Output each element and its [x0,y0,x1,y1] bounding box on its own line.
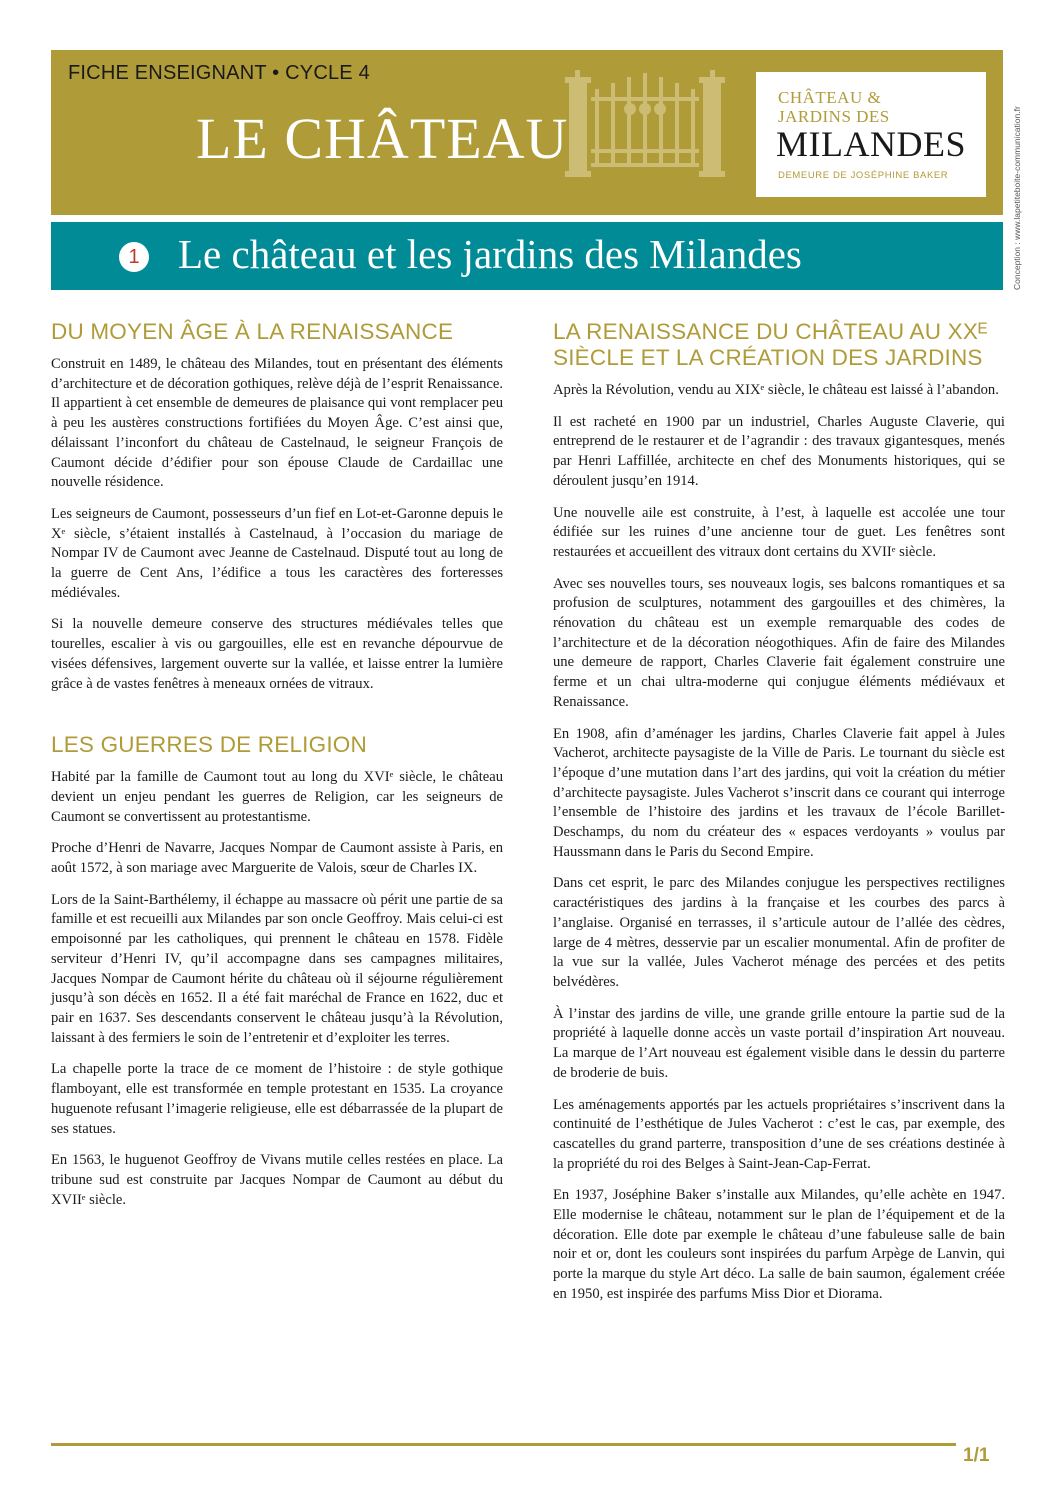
page-number: 1/1 [963,1445,990,1466]
milandes-logo [756,72,986,197]
paragraph: Proche d’Henri de Navarre, Jacques Nompar de Caumont assiste à Paris, en août 1572, à son mariage avec Marguerite de Valois, sœur de Charles IX. [51,840,503,877]
paragraph: Habité par la famille de Caumont tout au long du XVIᵉ siècle, le château devient un enjeu pendant les guerres de Religion, car les seigneurs de Caumont se convertissent au protestantisme. [51,769,503,825]
right-column [553,315,1005,1317]
paragraph: La chapelle porte la trace de ce moment de l’histoire : de style gothique flamboyant, elle est transformée en temple protestant en 1535. La croyance huguenote refusant l’imagerie religieuse, elle est débarrassée de la plupart de ses statues. [51,1061,503,1137]
paragraph: Après la Révolution, vendu au XIXᵉ siècle, le château est laissé à l’abandon. [553,382,999,398]
document-title: LE CHÂTEAU [196,106,569,171]
logo-line-3: MILANDES [776,124,966,164]
header-banner [51,50,1003,215]
footer-divider [51,1443,956,1446]
gate-icon [565,67,725,187]
paragraph: À l’instar des jardins de ville, une grande grille entoure la partie sud de la propriété à laquelle donne accès un vaste portail d’inspiration Art nouveau. La marque de l’Art nouveau est également visible dans le dessin du parterre de broderie de buis. [553,1005,1005,1081]
paragraph: Les seigneurs de Caumont, possesseurs d’un fief en Lot-et-Garonne depuis le Xᵉ siècle, s’étaient installés à Castelnaud, à l’occasion du mariage de Nompar IV de Caumont avec Jeanne de Castelnaud. Disputé tout au long de la guerre de Cent Ans, l’édifice a tous les caractères des forteresses médiévales. [51,505,503,601]
paragraph: Avec ses nouvelles tours, ses nouveaux logis, ses balcons romantiques et sa profusion de sculptures, notamment des gargouilles et des chimères, la rénovation du château est un exemple remarquable des codes de l’architecture et de la décoration néogothiques. Afin de faire des Milandes une demeure de rapport, Charles Claverie fait également construire une ferme et un chai ultra-moderne qui conjugue éléments médiévaux et Renaissance. [553,575,1005,710]
paragraph: Lors de la Saint-Barthélemy, il échappe au massacre où périt une partie de sa famille et est recueilli aux Milandes par son oncle Geoffroy. Mais celui-ci est empoisonné par les catholiques, qui prennent le château en 1578. Fidèle serviteur d’Henri IV, qu’il accompagne dans ses campagnes militaires, Jacques Nompar de Caumont hérite du château où il séjourne régulièrement jusqu’à son décès en 1652. Il a été fait maréchal de France en 1622, duc et pair en 1637. Ses descendants conservent le château jusqu’à la Révolution, laissant à des fermiers le soin de l’entretenir et d’exploiter les terres. [51,891,503,1046]
section-banner [51,222,1003,290]
section-number-badge: 1 [119,242,149,272]
paragraph: Il est racheté en 1900 par un industriel, Charles Auguste Claverie, qui entreprend de le restaurer et de l’agrandir : des travaux gigantesques, menés par Henri Laffillée, architecte en chef des Monuments historiques, qui se déroulent jusqu’en 1914. [553,413,1005,489]
section-title: Le château et les jardins des Milandes [178,231,802,277]
heading-moyen-age: DU MOYEN ÂGE À LA RENAISSANCE [51,319,454,344]
design-credit: Conception : www.lapetiteboite-communication.fr [1012,106,1022,290]
logo-line-2: JARDINS DES [778,107,890,126]
document-kicker: FICHE ENSEIGNANT • CYCLE 4 [68,62,370,84]
logo-line-4: DEMEURE DE JOSÉPHINE BAKER [778,170,949,181]
paragraph: En 1563, le huguenot Geoffroy de Vivans mutile celles restées en place. La tribune sud est construite par Jacques Nompar de Caumont au début du XVIIᵉ siècle. [51,1152,503,1208]
paragraph: Dans cet esprit, le parc des Milandes conjugue les perspectives rectilignes caractéristiques des jardins à la française et les courbes des parcs à l’anglaise. Organisé en terrasses, il s’articule autour de l’allée des cèdres, large de 4 mètres, desservie par un escalier monumental. Afin de profiter de la vue sur la vallée, Jules Vacherot ménage des percées et des petits belvédères. [553,875,1005,990]
paragraph: En 1937, Joséphine Baker s’installe aux Milandes, qu’elle achète en 1947. Elle modernise le château, notamment sur le plan de l’équipement et de la décoration. Elle dote par exemple le château d’une fabuleuse salle de bain noir et or, dont les couleurs sont inspirées du parfum Arpège de Lanvin, qui porte la marque du style Art déco. La salle de bain saumon, également créée en 1950, est inspirée des parfums Miss Dior et Diorama. [553,1187,1005,1302]
paragraph: Construit en 1489, le château des Milandes, tout en présentant des éléments d’architecture et de décoration gothiques, relève déjà de l’esprit Renaissance. Il appartient à cet ensemble de demeures de plaisance qui vont remplacer peu à peu les austères constructions fortifiées du Moyen Âge. C’est ainsi que, délaissant l’inconfort du château de Castelnaud, le seigneur François de Caumont décide d’édifier pour son épouse Claude de Cardaillac une nouvelle résidence. [51,356,503,491]
heading-renaissance-xxe: LA RENAISSANCE DU CHÂTEAU AU XXᴱ SIÈCLE ET LA CRÉATION DES JARDINS [553,319,988,370]
heading-guerres-religion: LES GUERRES DE RELIGION [51,732,367,758]
paragraph: Les aménagements apportés par les actuels propriétaires s’inscrivent dans la continuité de l’esthétique de Jules Vacherot : c’est le cas, par exemple, des cascatelles du grand parterre, transposition d’une de ses créations destinée à la propriété du roi des Belges à Saint-Jean-Cap-Ferrat. [553,1096,1005,1172]
paragraph: Une nouvelle aile est construite, à l’est, à laquelle est accolée une tour édifiée sur les ruines d’une ancienne tour de guet. Les fenêtres sont restaurées et accueillent des vitraux dont certains du XVIIᵉ siècle. [553,504,1005,560]
paragraph: Si la nouvelle demeure conserve des structures médiévales telles que tourelles, escalier à vis ou gargouilles, elle est en revanche dépourvue de visées défensives, largement ouverte sur la vallée, et laisse entrer la lumière grâce à de vastes fenêtres à meneaux ornées de vitraux. [51,616,503,692]
left-column [51,315,503,1222]
logo-line-1: CHÂTEAU & [778,88,882,107]
paragraph: En 1908, afin d’aménager les jardins, Charles Claverie fait appel à Jules Vacherot, architecte paysagiste de la Ville de Paris. Le tournant du siècle est l’époque d’une mutation dans l’art des jardins, qui voit la création du métier d’architecte paysagiste. Jules Vacherot s’inscrit dans ce courant qui interroge l’ensemble de l’histoire des jardins et les travaux de l’école Barillet-Deschamps, du nom du créateur des « espaces verdoyants » voulus par Haussmann dans le Paris du Second Empire. [553,725,1005,860]
